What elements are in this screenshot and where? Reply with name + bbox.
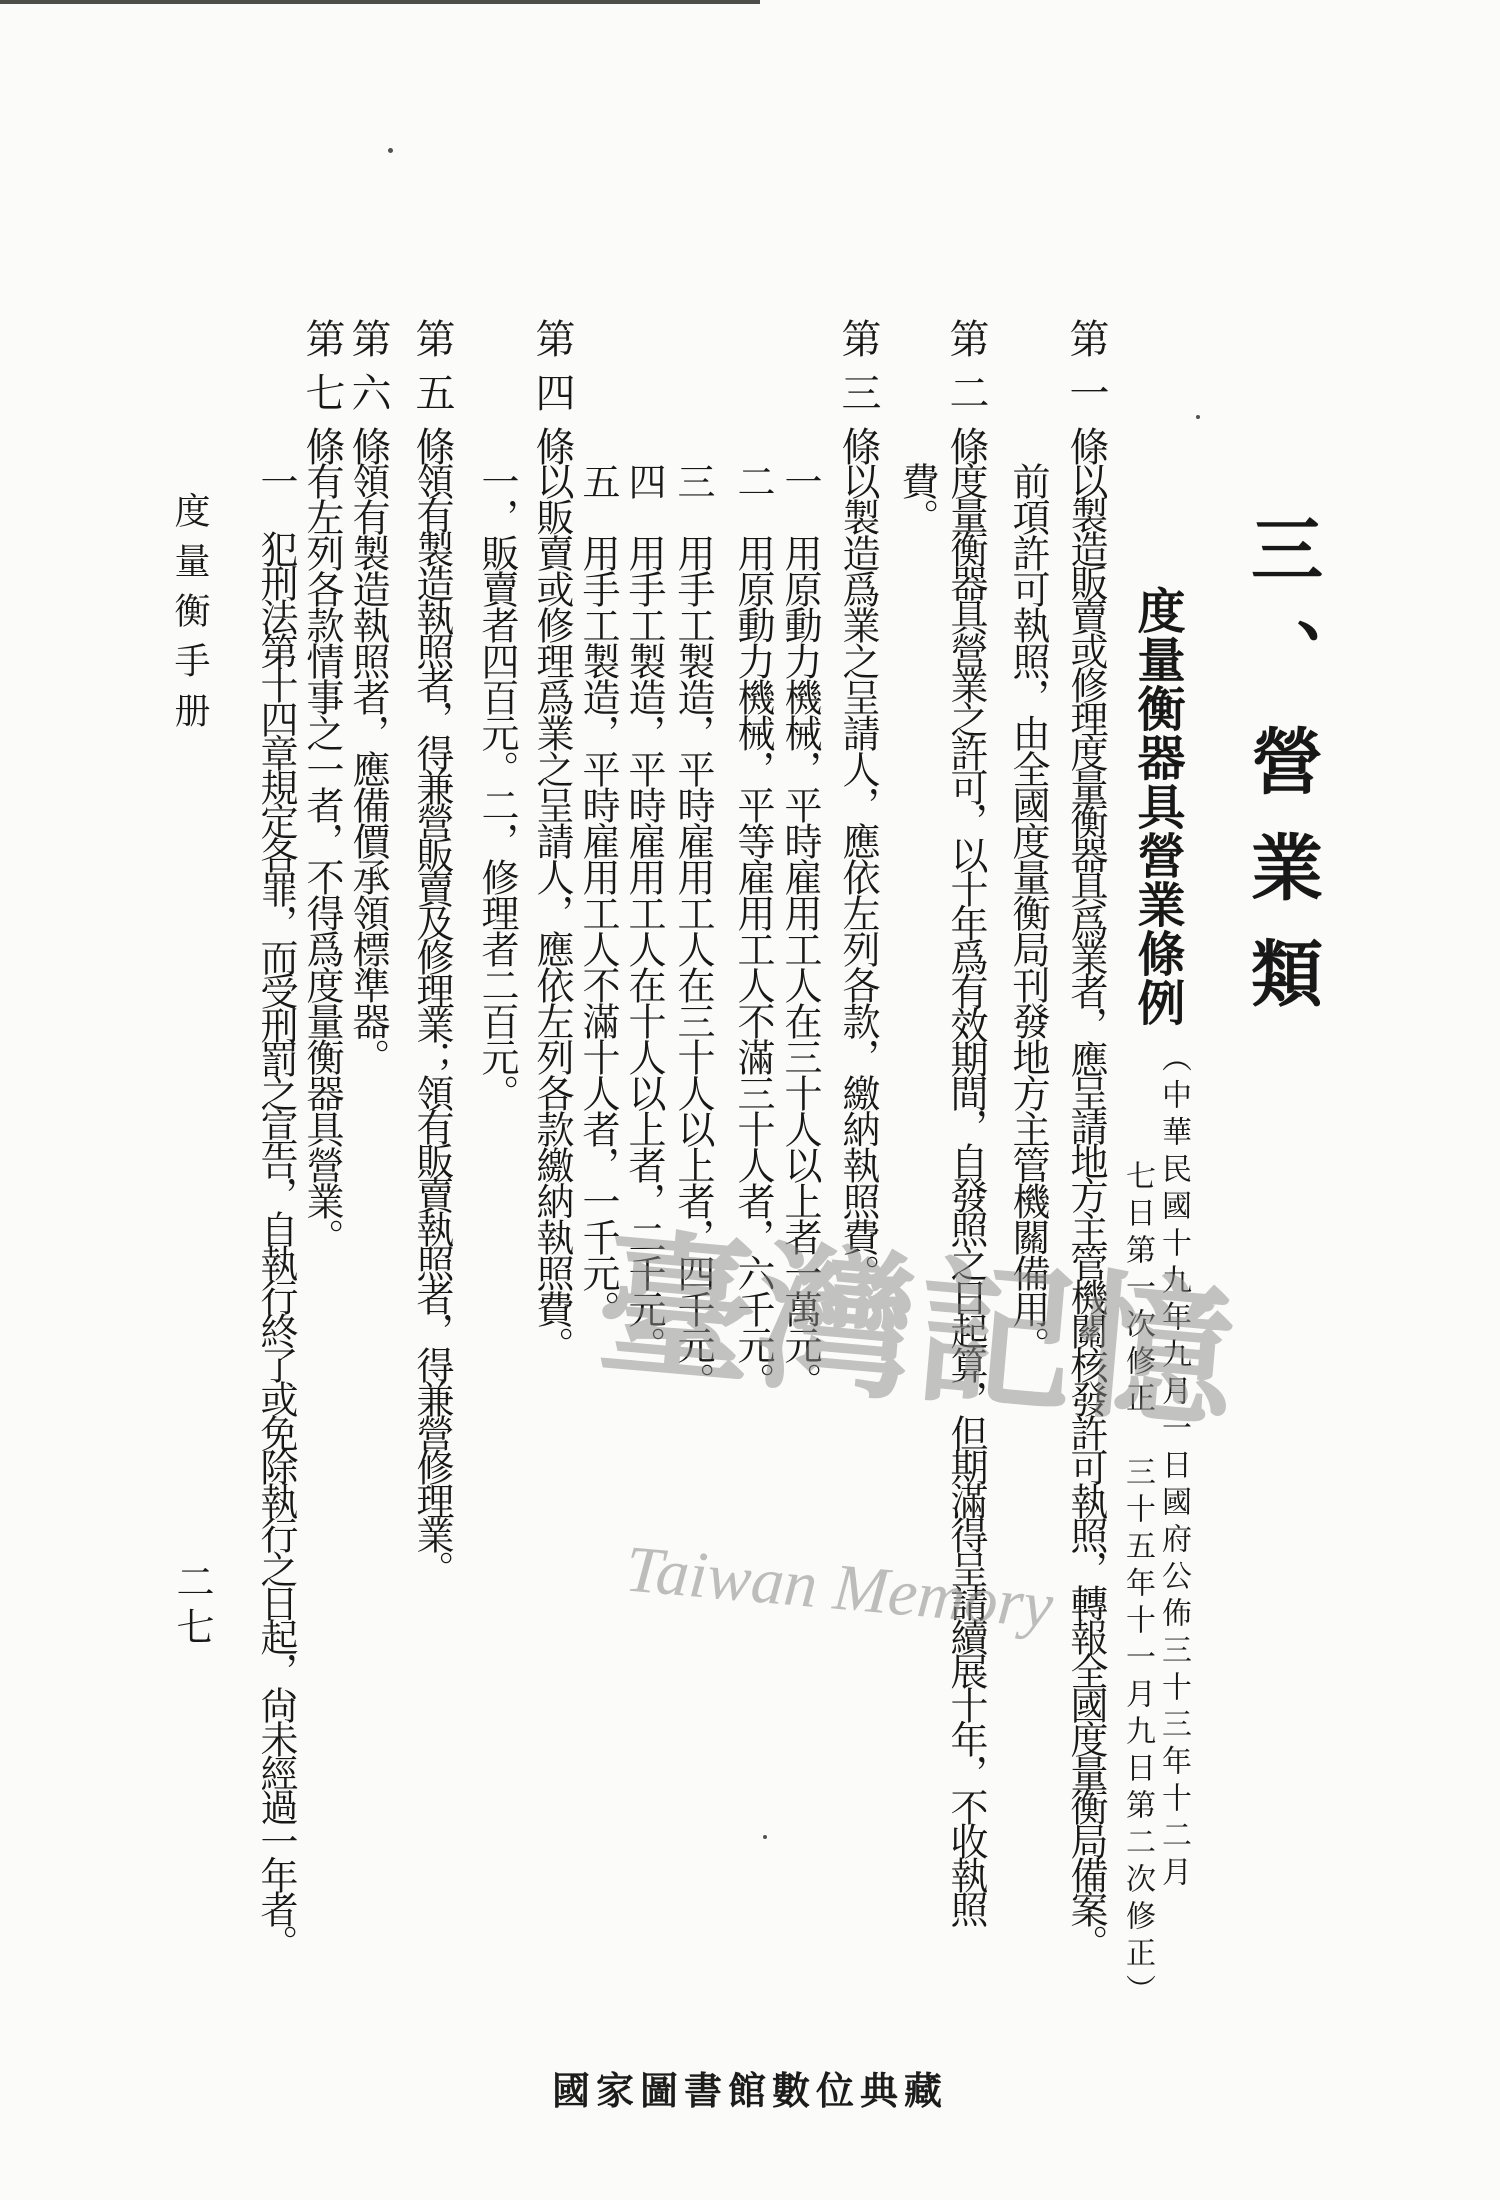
article-6-body: 領有製造執照者，應備價承領標準器。 <box>346 462 388 1074</box>
scan-speck <box>1196 415 1200 419</box>
article-7-header: 第七條 <box>300 318 345 480</box>
article-1-column-2: 前項許可執照，由全國度量衡局刊發地方主管機關備用。 <box>1006 462 1048 1362</box>
article-3-item-3: 三 用手工製造，平時雇用工人在三十人以上者，四千元。 <box>671 462 713 1398</box>
page-number: 二七 <box>170 1562 212 1652</box>
scan-edge-artifact <box>0 0 760 4</box>
margin-running-title: 度量衡手册 <box>170 492 210 742</box>
date-note-column-1: （中華民國十九年九月一日國府公佈三十三年十二月 <box>1157 1042 1190 1893</box>
article-3-item-1: 一 用原動力機械，平時雇用工人在三十人以上者一萬元。 <box>778 462 820 1398</box>
article-2-column-2: 費。 <box>895 462 937 534</box>
article-5-header: 第五條 <box>410 318 455 480</box>
article-5-body: 領有製造執照者，得兼營販賣及修理業；領有販賣執照者，得兼營修理業。 <box>410 462 452 1584</box>
article-1-column-1: 以製造販賣或修理度量衡器具爲業者，應呈請地方主管機關核發許可執照，轉報全國度量衡局備案。 <box>1064 462 1106 1958</box>
article-2-header: 第二條 <box>944 318 989 480</box>
article-4-column-2: 一，販賣者四百元。二，修理者二百元。 <box>475 462 517 1110</box>
article-3-item-4: 四 用手工製造，平時雇用工人在十人以上者，二千元。 <box>622 462 664 1362</box>
article-7-body: 有左列各款情事之一者，不得爲度量衡器具營業。 <box>300 462 342 1254</box>
article-2-column-1: 度量衡器具營業之許可，以十年爲有效期間，自發照之日起算，但期滿得呈請續展十年，不收執照 <box>944 462 986 1924</box>
section-title: 三、營業類 <box>1240 512 1320 1042</box>
article-4-header: 第四條 <box>530 318 575 480</box>
article-3-header: 第三條 <box>836 318 881 480</box>
scan-speck <box>388 148 393 153</box>
article-4-column-1: 以販賣或修理爲業之呈請人，應依左列各款繳納執照費。 <box>530 462 572 1362</box>
watermark-latin: Taiwan Memory <box>622 1532 1056 1643</box>
watermark-cjk: 臺灣記憶 <box>590 1218 1244 1449</box>
article-3-body: 以製造爲業之呈請人，應依左列各款，繳納執照費。 <box>836 462 878 1290</box>
date-note-column-2: 七日第一次修正 三十五年十一月九日第二次修正） <box>1121 1160 1154 2011</box>
article-7-item-1: 一 犯刑法第十四章規定各罪，而受刑罰之宣告，自執行終了或免除執行之日起，尙未經過一年者。 <box>254 462 296 1958</box>
article-6-header: 第六條 <box>346 318 391 480</box>
ordinance-title: 度量衡器具營業條例 <box>1130 586 1183 1027</box>
article-3-item-2: 二 用原動力機械，平等雇用工人不滿三十人者，六千元。 <box>731 462 773 1398</box>
article-1-header: 第一條 <box>1064 318 1109 480</box>
scan-speck <box>763 1835 767 1839</box>
article-3-item-5: 五 用手工製造，平時雇用工人不滿十人者，一千元。 <box>576 462 618 1326</box>
archive-footer-caption: 國家圖書館數位典藏 <box>551 2071 948 2113</box>
